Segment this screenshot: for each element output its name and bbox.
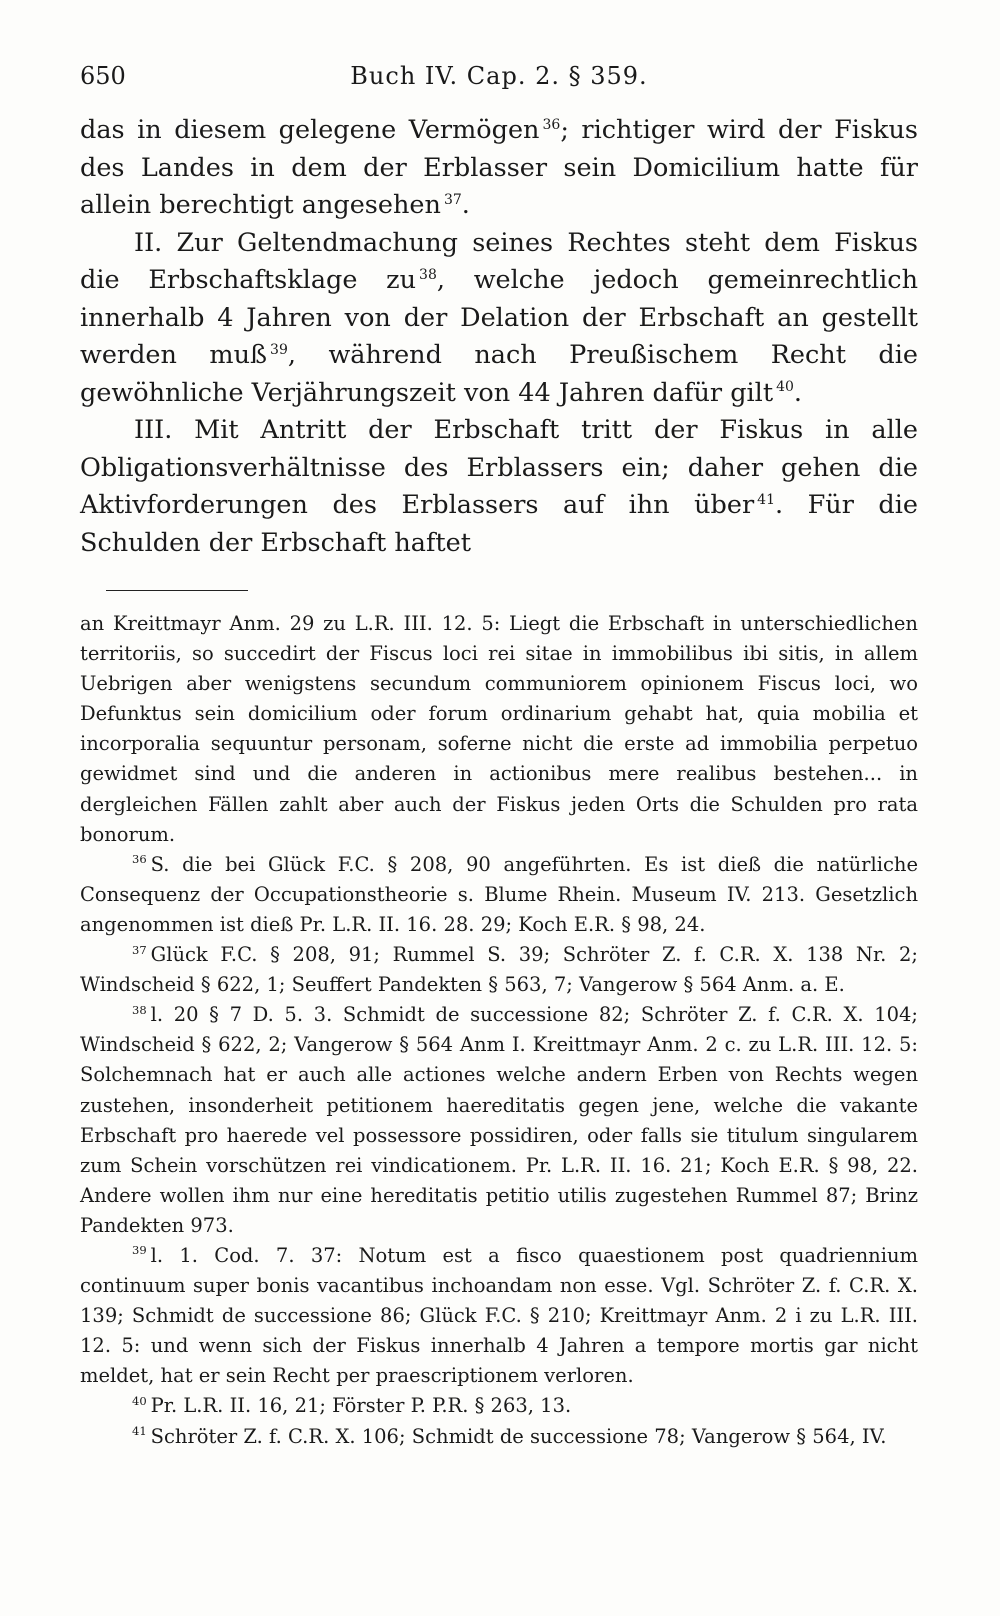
- footnote-text: l. 20 § 7 D. 5. 3. Schmidt de successione 82; Schröter Z. f. C.R. X. 104; Windscheid § 622, 2; Vangerow § 564 Anm I. Kreittmayr Anm. 2 c. zu L.R. III. 12. 5: Solchemnach hat er auch alle actiones welche andern Erben von Rechts wegen zustehen, insonderheit petitionem haereditatis gegen jene, welche die vakante Erbschaft pro haerede vel possessore possidiren, oder falls sie titulum singularem zum Schein vorschützen rei vindicationem. Pr. L.R. II. 16. 21; Koch E.R. § 98, 22. Andere wollen ihm nur eine hereditatis petitio utilis zugestehen Rummel 87; Brinz Pandekten 973.: [80, 1003, 918, 1237]
- footnote-text: S. die bei Glück F.C. § 208, 90 angeführten. Es ist dieß die natürliche Consequenz der Occupationstheorie s. Blume Rhein. Museum IV. 213. Gesetzlich angenommen ist dieß Pr. L.R. II. 16. 28. 29; Koch E.R. § 98, 24.: [80, 852, 918, 936]
- footnote-number: 40: [132, 1393, 147, 1408]
- footnote-36: [80, 850, 918, 940]
- text-span: , während nach Preußischem Recht die gewöhnliche Verjährungszeit von 44 Jahren dafür gilt: [80, 340, 919, 408]
- footnote-ref: 39: [270, 341, 288, 358]
- footnote-text: Pr. L.R. II. 16, 21; Förster P. P.R. § 263, 13.: [150, 1394, 572, 1418]
- paragraph-iii: [80, 412, 918, 562]
- main-text: [80, 112, 918, 562]
- footnote-number: 39: [132, 1243, 147, 1258]
- paragraph-continuation: [80, 112, 918, 225]
- footnote-text: Glück F.C. § 208, 91; Rummel S. 39; Schröter Z. f. C.R. X. 138 Nr. 2; Windscheid § 622, 1; Seuffert Pandekten § 563, 7; Vangerow § 564 Anm. a. E.: [80, 943, 918, 997]
- footnote-39: [80, 1241, 918, 1391]
- text-span: . Für die Schulden der Erbschaft haftet: [80, 490, 918, 558]
- paragraph-ii: [80, 225, 918, 413]
- footnote-37: [80, 940, 918, 1000]
- text-span: , welche jedoch gemeinrechtlich innerhalb 4 Jahren von der Delation der Erbschaft an gestellt werden muß: [80, 265, 918, 370]
- footnote-ref: 41: [757, 491, 775, 508]
- footnote-divider: [106, 590, 248, 591]
- footnote-ref: 36: [542, 116, 561, 133]
- text-span: ; richtiger wird der Fiskus des Landes in dem der Erblasser sein Domicilium hatte für allein berechtigt angesehen: [80, 115, 918, 220]
- running-head: Buch IV. Cap. 2. § 359.: [350, 62, 648, 90]
- footnote-number: 36: [132, 852, 147, 867]
- footnote-ref: 37: [443, 191, 462, 208]
- footnote-number: 41: [132, 1424, 147, 1439]
- footnote-38: [80, 1000, 918, 1241]
- page-number: 650: [80, 62, 126, 90]
- footnote-ref: 40: [776, 379, 794, 395]
- text-span: III. Mit Antritt der Erbschaft tritt der Fiskus in alle Obligationsverhältnisse des Erblassers ein; daher gehen die Aktivforderungen des Erblassers auf ihn über: [80, 415, 918, 520]
- text-span: .: [793, 377, 803, 408]
- text-span: das in diesem gelegene Vermögen: [80, 115, 540, 145]
- footnote-text: l. 1. Cod. 7. 37: Notum est a fisco quaestionem post quadriennium continuum super bonis vacantibus inchoandam non esse. Vgl. Schröter Z. f. C.R. X. 139; Schmidt de successione 86; Glück F.C. § 210; Kreittmayr Anm. 2 i zu L.R. III. 12. 5: und wenn sich der Fiskus innerhalb 4 Jahren a tempore mortis gar nicht meldet, hat er sein Recht per praescriptionem verloren.: [80, 1243, 918, 1388]
- text-span: .: [461, 190, 470, 220]
- page-header: [80, 62, 918, 102]
- footnote-number: 37: [132, 942, 147, 957]
- footnote-ref: 38: [419, 266, 437, 283]
- text-span: II. Zur Geltendmachung seines Rechtes steht dem Fiskus die Erbschaftsklage zu: [80, 227, 918, 295]
- footnotes: [80, 609, 918, 1452]
- footnote-text: Schröter Z. f. C.R. X. 106; Schmidt de successione 78; Vangerow § 564, IV.: [150, 1424, 887, 1448]
- footnote-41: [80, 1422, 918, 1452]
- footnote-continuation: an Kreittmayr Anm. 29 zu L.R. III. 12. 5: Liegt die Erbschaft in unterschiedlichen territoriis, so succedirt der Fiscus loci rei sitae in immobilibus ibi sitis, in allem Uebrigen aber wenigstens secundum communiorem opinionem Fiscus loci, wo Defunktus sein domicilium oder forum ordinarium gehabt hat, quia mobilia et incorporalia sequuntur personam, soferne nicht die erste ad immobilia perpetuo gewidmet sind und die anderen in actionibus mere realibus bestehen... in dergleichen Fällen zahlt aber auch der Fiskus jeden Orts die Schulden pro rata bonorum.: [80, 612, 918, 846]
- footnote-number: 38: [132, 1002, 147, 1017]
- footnote-40: [80, 1391, 918, 1421]
